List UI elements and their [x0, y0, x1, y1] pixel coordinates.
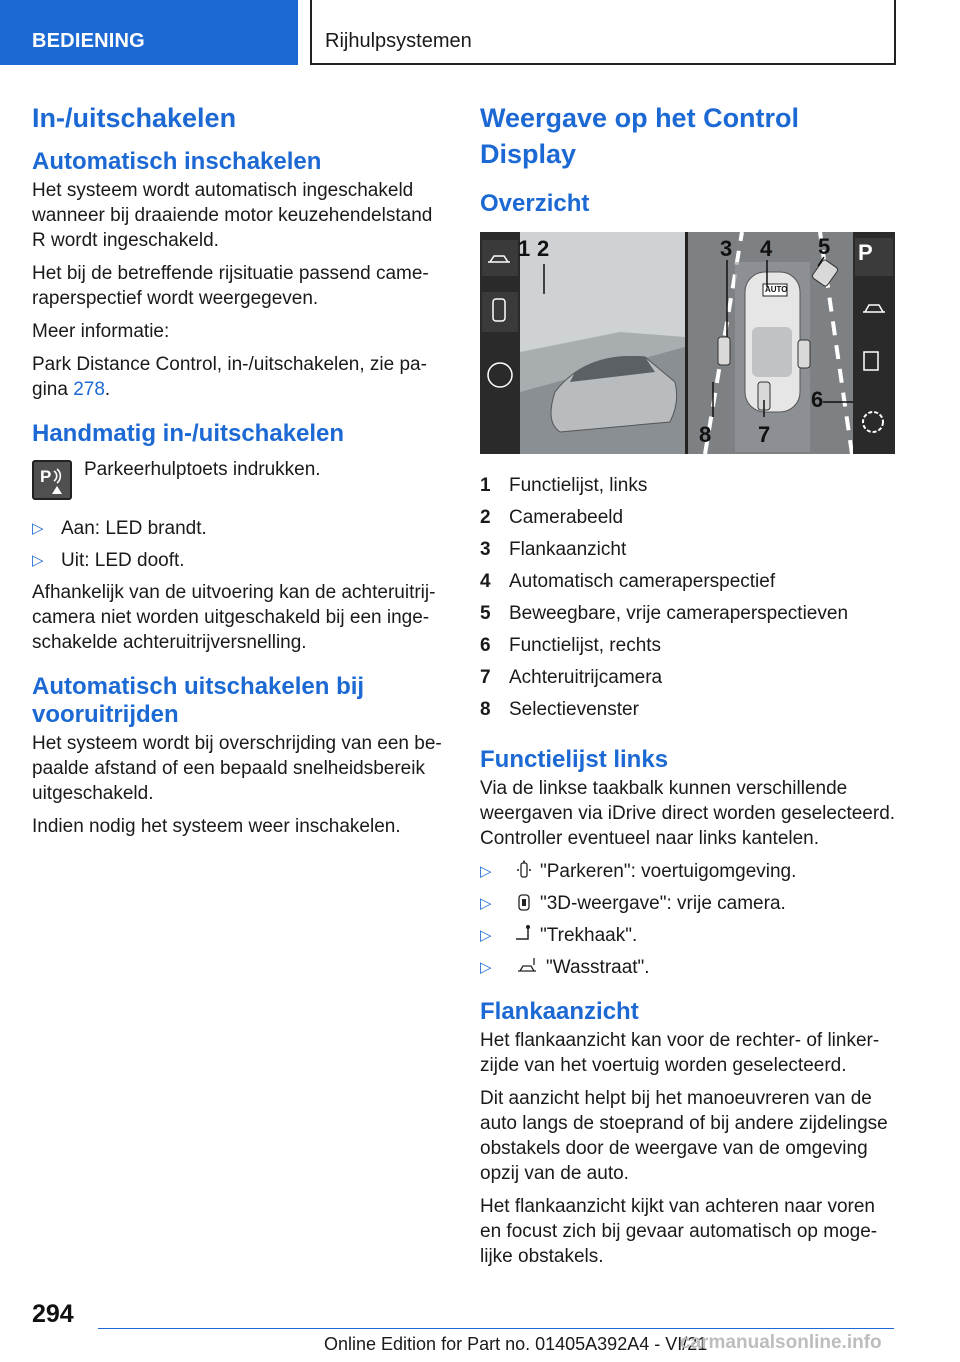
list-item-text: "Parkeren": voertuigomgeving.	[540, 861, 797, 882]
footer-edition: Online Edition for Part no. 01405A392A4 - VI/21	[324, 1334, 708, 1354]
paragraph: Het systeem wordt bij overschrijding van een be-paalde afstand of een bepaald snelheidsbereik uitgeschakeld.	[32, 733, 442, 804]
list-item: 3 Flankaanzicht	[480, 539, 627, 560]
triangle-bullet-icon: ▷	[32, 552, 44, 569]
svg-text:P: P	[40, 467, 52, 486]
list-item	[32, 548, 450, 573]
list-item: 6 Functielijst, rechts	[480, 635, 662, 656]
callout-1: 1	[518, 236, 531, 261]
paragraph: Afhankelijk van de uitvoering kan de achteruitrij-camera niet worden uitgeschakeld bij een inge-schakelde achteruitrijversnelling.	[32, 582, 436, 653]
list-item-text: "Wasstraat".	[546, 957, 650, 978]
heading-overzicht: Overzicht	[480, 190, 590, 217]
list-item: 1 Functielijst, links	[480, 475, 648, 496]
triangle-bullet-icon: ▷	[480, 895, 492, 912]
paragraph: Indien nodig het systeem weer inschakelen.	[32, 816, 401, 837]
triangle-bullet-icon: ▷	[480, 863, 492, 880]
parking-view-icon	[514, 860, 534, 880]
heading-functielijst-links: Functielijst links	[480, 746, 669, 773]
list-item-text: Uit: LED dooft.	[61, 550, 185, 571]
list-item-text: Aan: LED brandt.	[61, 518, 207, 539]
watermark-logo: carmanualsonline.info	[680, 1332, 882, 1353]
left-column	[32, 100, 450, 847]
reference-end: .	[104, 379, 111, 400]
3d-view-icon	[514, 892, 534, 912]
page-number: 294	[32, 1300, 74, 1328]
paragraph: Via de linkse taakbalk kunnen verschillende weergaven via iDrive direct worden geselecteerd. Controller eventueel naar links kantelen.	[480, 778, 896, 849]
callout-4: 4	[760, 236, 773, 261]
park-p-icon: P	[858, 240, 873, 265]
list-item: 4 Automatisch cameraperspectief	[480, 571, 776, 592]
auto-badge: AUTO	[765, 285, 788, 294]
park-button-instruction: Parkeerhulptoets indrukken.	[84, 459, 321, 480]
control-display-image	[480, 232, 895, 454]
paragraph: Het systeem wordt automatisch ingeschakeld wanneer bij draaiende motor keuzehendelstand R wordt ingeschakeld.	[32, 180, 433, 251]
paragraph: Het flankaanzicht kan voor de rechter- of linker-zijde van het voertuig worden geselecteerd.	[480, 1030, 880, 1076]
list-item	[480, 891, 900, 916]
callout-6: 6	[811, 387, 824, 412]
chapter-tab	[311, 0, 896, 65]
legend-list	[480, 470, 900, 726]
list-item: 5 Beweegbare, vrije cameraperspectieven	[480, 603, 849, 624]
heading-automatisch-uitschakelen: Automatisch uitschakelen bij vooruitrijden	[32, 673, 365, 728]
heading-in-uitschakelen: In-/uitschakelen	[32, 103, 237, 133]
footer-rule	[98, 1328, 894, 1329]
triangle-bullet-icon: ▷	[480, 959, 492, 976]
list-item	[480, 859, 900, 884]
car-wash-icon	[514, 956, 540, 976]
section-label: BEDIENING	[32, 30, 145, 52]
list-item: 8 Selectievenster	[480, 699, 639, 720]
park-button-row	[32, 460, 450, 502]
park-assist-button-icon	[32, 460, 72, 500]
list-item	[480, 923, 900, 948]
paragraph: Meer informatie:	[32, 321, 170, 342]
paragraph: Het bij de betreffende rijsituatie passend came-raperspectief wordt weergegeven.	[32, 263, 429, 309]
list-item-text: "3D-weergave": vrije camera.	[540, 893, 786, 914]
heading-automatisch-inschakelen: Automatisch inschakelen	[32, 148, 322, 175]
callout-2: 2	[537, 236, 550, 261]
trailer-hitch-icon	[514, 924, 534, 944]
reference-text: Park Distance Control, in-/uitschakelen, zie pa-gina	[32, 354, 427, 400]
list-item: 2 Camerabeeld	[480, 507, 624, 528]
heading-control-display: Weergave op het Control Display	[480, 103, 800, 169]
list-item: 7 Achteruitrijcamera	[480, 667, 663, 688]
list-item	[32, 516, 450, 541]
paragraph-reference	[32, 352, 450, 402]
callout-3: 3	[720, 236, 733, 261]
right-column	[480, 100, 900, 1277]
section-tab	[0, 0, 298, 65]
callout-8: 8	[699, 422, 712, 447]
paragraph: Het flankaanzicht kijkt van achteren naar voren en focust zich bij gevaar automatisch op moge-lijke obstakels.	[480, 1196, 878, 1267]
list-item	[480, 955, 900, 980]
chapter-label: Rijhulpsystemen	[325, 30, 472, 52]
list-item-text: "Trekhaak".	[540, 925, 638, 946]
triangle-bullet-icon: ▷	[32, 520, 44, 537]
heading-handmatig: Handmatig in-/uitschakelen	[32, 420, 345, 447]
triangle-bullet-icon: ▷	[480, 927, 492, 944]
heading-flankaanzicht: Flankaanzicht	[480, 998, 639, 1025]
callout-7: 7	[758, 422, 771, 447]
callout-5: 5	[818, 234, 831, 259]
page-link[interactable]: 278	[73, 379, 105, 400]
paragraph: Dit aanzicht helpt bij het manoeuvreren van de auto langs de stoeprand of bij andere zijdelingse obstakels door de weergave van de omgeving opzij van de auto.	[480, 1088, 888, 1184]
